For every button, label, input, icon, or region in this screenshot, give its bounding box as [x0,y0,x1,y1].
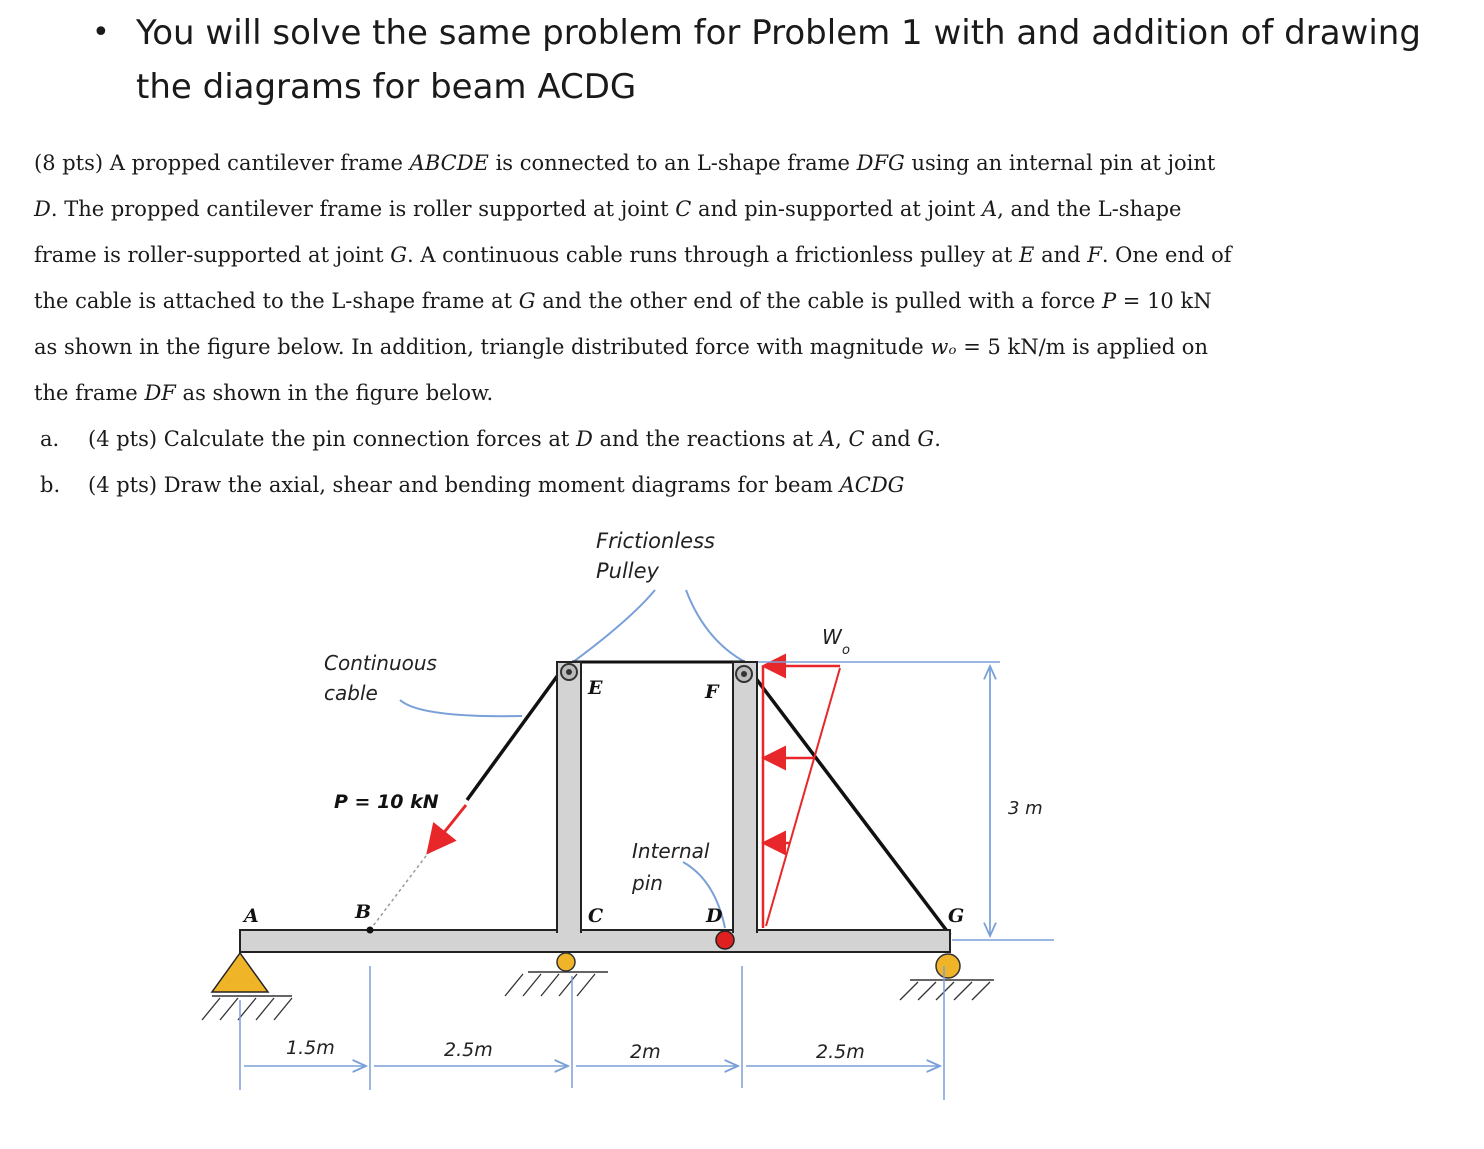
bullet-text: You will solve the same problem for Problem 1 with and addition of drawing the diagrams for beam ACDG [136,13,1421,107]
pulley-F-hub [741,671,747,677]
pin-label-2: pin [632,871,663,895]
column-CE [557,662,581,932]
column-DF-mask [734,928,756,934]
dim-label-2: 2.5m [444,1039,493,1061]
joint-label-A: A [244,905,259,927]
joint-label-E: E [588,677,603,699]
bullet-dot: • [92,15,110,50]
joint-B-dot [367,927,374,934]
part-a: a. (4 pts) Calculate the pin connection forces at D and the reactions at A, C and G. [40,427,941,451]
w-label: W [822,625,842,649]
roller-support-C [557,953,575,971]
cable-label-2: cable [324,681,378,705]
pulley-label-2: Pulley [596,559,659,583]
column-DF [733,662,757,932]
pulley-leader-right [686,590,745,662]
pin-support-A [212,953,268,992]
pulley-leader-left [573,590,655,662]
column-CE-mask [558,928,580,934]
roller-support-G [936,954,960,978]
internal-pin-D [716,931,734,949]
cable-segment-inclined [467,664,566,800]
joint-label-B: B [355,901,372,923]
force-label: P = 10 kN [334,791,439,813]
cable-label-1: Continuous [324,651,437,675]
hatch-A [202,998,292,1020]
dim-label-4: 2.5m [816,1041,865,1063]
cable-dashed-extension [370,848,432,930]
cable-leader [400,700,522,716]
pin-label-1: Internal [632,839,710,863]
part-b: b. (4 pts) Draw the axial, shear and bending moment diagrams for beam ACDG [40,473,905,497]
problem-paragraph: (8 pts) A propped cantilever frame ABCDE is connected to an L-shape frame DFG using an internal pin at joint D. The propped cantilever frame is roller supported at joint C and pin-supported at joint A, and the L-shape frame is roller-supported at joint G. A continuous cable runs through a frictionless pulley at E and F. One end of the cable is attached to the L-shape frame at G and the other end of the cable is pulled with a force P = 10 kN as shown in the figure below. In addition, triangle distributed force with magnitude wₒ = 5 kN/m is applied on the frame DF as shown in the figure below. [34,151,1232,405]
beam-ACDG [240,930,950,952]
joint-label-D: D [706,905,723,927]
dim-label-height: 3 m [1008,798,1043,819]
hatch-C [505,974,595,996]
pulley-label-1: Frictionless [596,529,715,553]
joint-label-F: F [705,681,719,703]
pulley-E-hub [566,669,572,675]
joint-label-C: C [588,905,604,927]
hatch-G [900,982,990,1000]
dim-label-3: 2m [630,1041,661,1063]
joint-label-G: G [948,905,965,927]
dim-label-1: 1.5m [286,1037,335,1059]
cable-segment-to-G [748,668,950,935]
w-sub-label: o [842,643,850,658]
